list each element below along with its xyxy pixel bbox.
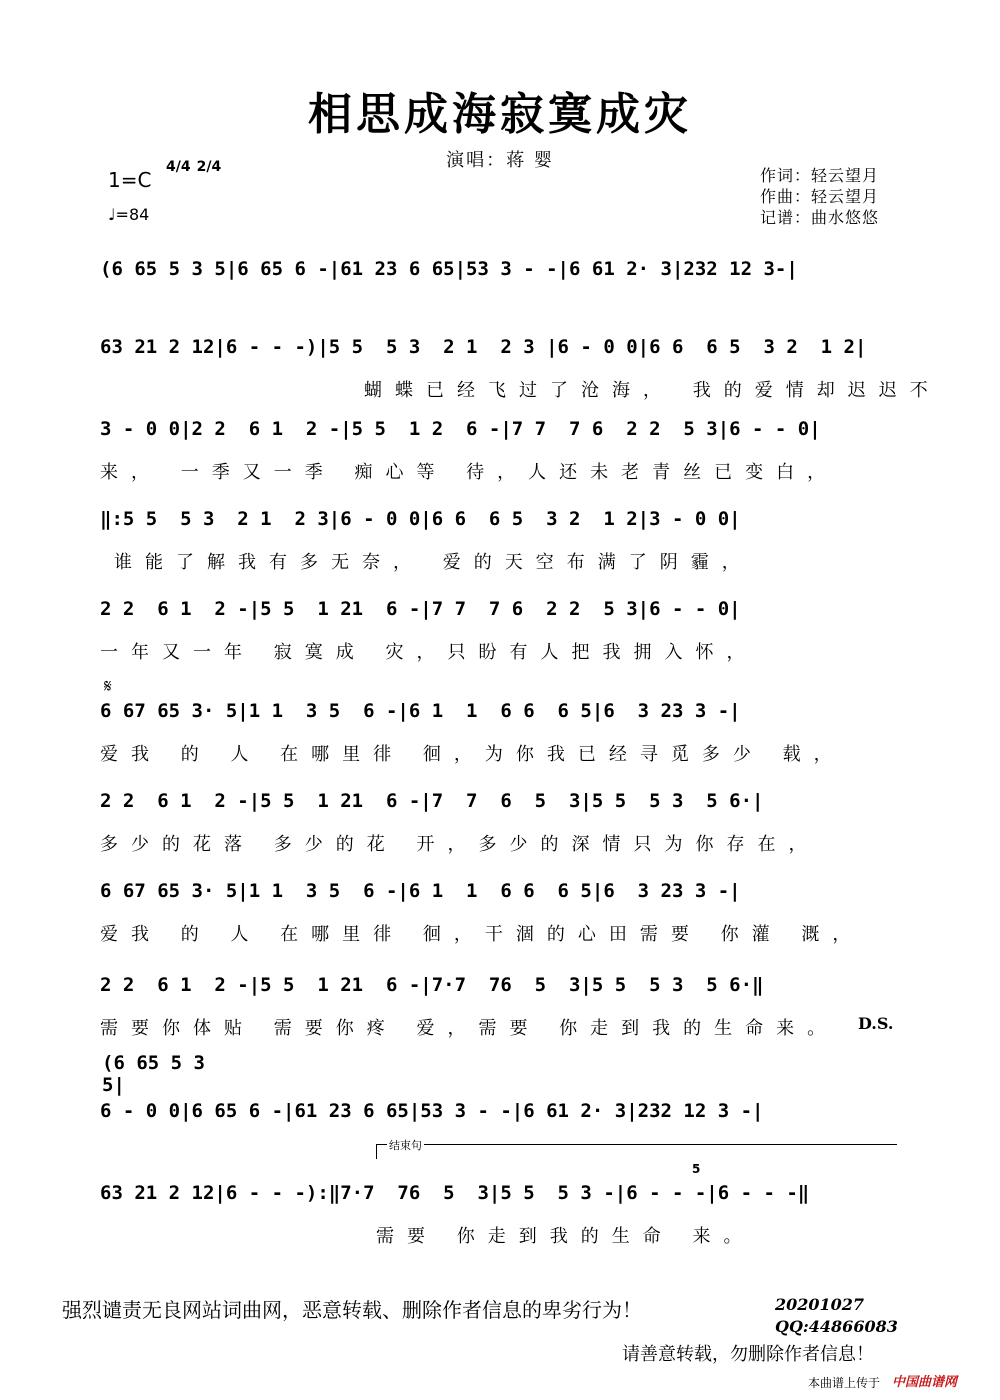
notation-line: 6 67 65 3· 5|1 1 3 5 6 -|6 1 1 6 6 6 5|6 3 23 3 -| <box>100 700 741 722</box>
notation-line: 63 21 2 12|6 - - -)|5 5 5 3 2 1 2 3 |6 - 0 0|6 6 6 5 3 2 1 2| <box>100 336 867 358</box>
segno-sign: 𝄋 <box>104 676 112 697</box>
repeat-intro-notes: (6 65 5 3 5| <box>102 1052 205 1096</box>
site-logo: 中国曲谱网 <box>892 1375 958 1390</box>
notation-line: ‖:5 5 5 3 2 1 2 3|6 - 0 0|6 6 6 5 3 2 1 2|3 - 0 0| <box>100 508 741 530</box>
time-signature <box>166 160 221 174</box>
upload-note: 本曲谱上传于 <box>808 1376 881 1390</box>
footer-date: 20201027 <box>775 1295 865 1314</box>
lyric-line: 爱我 的 人 在哪里徘 徊，为你我已经寻觅多少 载， <box>100 744 845 765</box>
composer-credit: 作曲：轻云望月 <box>760 187 880 206</box>
score-title: 相思成海寂寞成灾 <box>308 89 692 140</box>
lyric-line: 蝴蝶已经飞过了沧海， 我的爱情却迟迟不 <box>364 380 941 401</box>
lyric-line: 一年又一年 寂寞成 灾，只盼有人把我拥入怀， <box>100 642 758 663</box>
notation-line: 2 2 6 1 2 -|5 5 1 21 6 -|7 7 6 5 3|5 5 5 3 5 6·| <box>100 790 764 812</box>
lyricist-credit: 作词：轻云望月 <box>760 166 880 185</box>
fermata-number: 5 <box>692 1162 701 1176</box>
notation-line: 3 - 0 0|2 2 6 1 2 -|5 5 1 2 6 -|7 7 7 6 2 2 5 3|6 - - 0| <box>100 418 821 440</box>
transcriber-credit: 记谱：曲水悠悠 <box>760 208 880 227</box>
footer-date-block <box>775 1294 898 1338</box>
singer-credit: 演唱：蒋 婴 <box>446 150 554 171</box>
ending-bracket <box>376 1139 897 1159</box>
notation-line: 2 2 6 1 2 -|5 5 1 21 6 -|7·7 76 5 3|5 5 5 3 5 6·‖ <box>100 974 764 996</box>
notation-line: (6 65 5 3 5|6 65 6 -|61 23 6 65|53 3 - -|6 61 2· 3|232 12 3-| <box>100 258 798 280</box>
lyric-line: 需要 你走到我的生命 来。 <box>376 1226 755 1247</box>
notation-line: 6 67 65 3· 5|1 1 3 5 6 -|6 1 1 6 6 6 5|6 3 23 3 -| <box>100 880 741 902</box>
ds-marking: D.S. <box>858 1014 894 1033</box>
notation-line: 6 - 0 0|6 65 6 -|61 23 6 65|53 3 - -|6 61 2· 3|232 12 3 -| <box>100 1100 764 1122</box>
lyric-line: 来， 一季又一季 痴心等 待，人还未老青丝已变白， <box>100 462 839 483</box>
ending-label: 结束句 <box>389 1139 422 1152</box>
notation-line: 2 2 6 1 2 -|5 5 1 21 6 -|7 7 7 6 2 2 5 3|6 - - 0| <box>100 598 741 620</box>
credits-block <box>760 165 879 228</box>
key-signature: 1=C <box>108 168 152 192</box>
lyric-line: 需要你体贴 需要你疼 爱，需要 你走到我的生命来。 <box>100 1018 839 1039</box>
lyric-line: 爱我 的 人 在哪里徘 徊，干涸的心田需要 你灌 溉， <box>100 924 864 945</box>
notation-line: 63 21 2 12|6 - - -):‖7·7 76 5 3|5 5 5 3 -|6 - - -|6 - - -‖ <box>100 1182 810 1204</box>
time-signature-2: 2/4 <box>196 159 222 175</box>
footer-warning: 强烈谴责无良网站词曲网，恶意转载、删除作者信息的卑劣行为！ <box>62 1298 642 1322</box>
lyric-line: 谁能了解我有多无奈， 爱的天空布满了阴霾， <box>114 552 753 573</box>
footer-request: 请善意转载，勿删除作者信息！ <box>622 1344 874 1365</box>
footer-qq: QQ:44866083 <box>775 1317 898 1336</box>
tempo-marking: ♩=84 <box>108 205 150 224</box>
time-signature-1: 4/4 <box>166 159 191 175</box>
lyric-line: 多少的花落 多少的花 开，多少的深情只为你存在， <box>100 834 820 855</box>
